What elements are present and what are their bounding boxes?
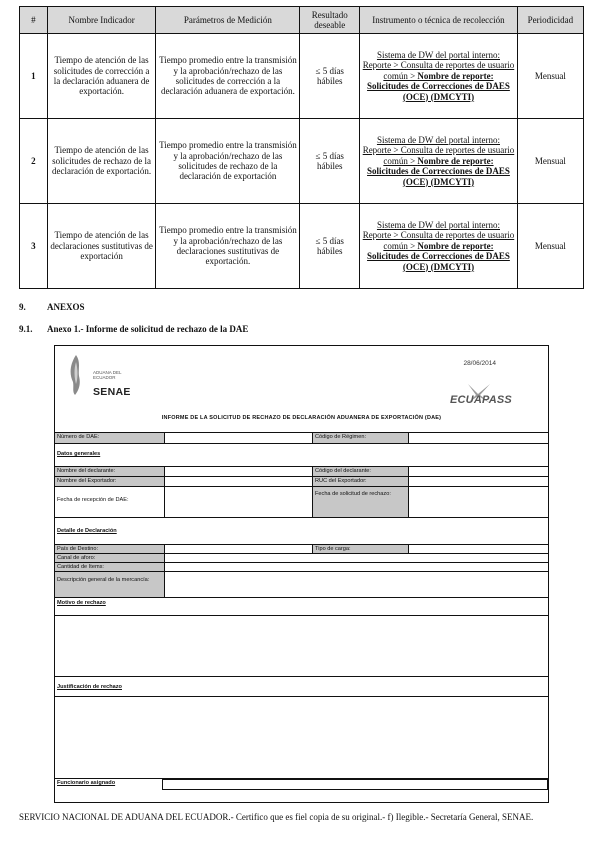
collection-instrument — [360, 119, 518, 204]
section-title: Anexo 1.- Informe de solicitud de rechazo de la DAE — [47, 324, 249, 334]
form-row-canal — [55, 553, 548, 562]
fecha-recepcion-field[interactable] — [164, 487, 312, 517]
motivo-rechazo-header — [55, 597, 548, 615]
section-datos-generales — [55, 443, 548, 466]
field-label: Cantidad de Items: — [55, 563, 164, 571]
rejection-report-form — [54, 345, 549, 803]
indicator-name: Tiempo de atención de las solicitudes de corrección a la declaración aduanera de exportación. — [47, 34, 156, 119]
field-label: Nombre del declarante: — [55, 467, 164, 476]
ecuapass-logo — [448, 382, 528, 408]
indicator-name: Tiempo de atención de las solicitudes de rechazo de la declaración de exportación. — [47, 119, 156, 204]
field-label: Nombre del Exportador: — [55, 477, 164, 486]
form-row-exportador — [55, 476, 548, 486]
logo-wordmark: SENAE — [93, 386, 131, 398]
desired-result: ≤ 5 días hábiles — [300, 119, 360, 204]
section-number: 9. — [19, 302, 26, 312]
column-header: Instrumento o técnica de recolección — [360, 7, 518, 34]
flame-icon — [67, 354, 85, 396]
section-number: 9.1. — [19, 324, 33, 334]
form-row-dae — [55, 432, 548, 443]
logo-caption: ADUANA DEL ECUADOR — [93, 370, 122, 380]
senae-logo — [63, 352, 143, 410]
row-number: 1 — [20, 34, 48, 119]
form-section-label: Detalle de Declaración — [57, 528, 117, 534]
codigo-declarante-field[interactable] — [408, 467, 548, 476]
numero-dae-field[interactable] — [164, 433, 312, 443]
row-number: 3 — [20, 204, 48, 289]
nombre-declarante-field[interactable] — [164, 467, 312, 476]
table-row — [20, 34, 584, 119]
ecuapass-wordmark: ECUAPASS — [450, 394, 512, 406]
column-header: # — [20, 7, 48, 34]
ruc-exportador-field[interactable] — [408, 477, 548, 486]
instrument-report: Nombre de reporte: Solicitudes de Correcciones de DAES (OCE) (DMCYTI) — [367, 240, 510, 272]
form-date: 28/06/2014 — [463, 360, 496, 367]
field-label: RUC del Exportador: — [312, 477, 408, 486]
measurement-parameter: Tiempo promedio entre la transmisión y la aprobación/rechazo de las solicitudes de rechazo de la declaración de exportación — [156, 119, 300, 204]
row-number: 2 — [20, 119, 48, 204]
field-label: Código de Régimen: — [312, 433, 408, 443]
periodicity: Mensual — [517, 34, 583, 119]
column-header: Resultado deseable — [300, 7, 360, 34]
column-header: Periodicidad — [517, 7, 583, 34]
form-row-declarante — [55, 466, 548, 476]
table-row — [20, 204, 584, 289]
collection-instrument — [360, 34, 518, 119]
collection-instrument — [360, 204, 518, 289]
field-label: Número de DAE: — [55, 433, 164, 443]
form-section-label: Justificación de rechazo — [57, 684, 122, 690]
column-header: Nombre Indicador — [47, 7, 156, 34]
periodicity: Mensual — [517, 204, 583, 289]
justificacion-rechazo-field[interactable] — [55, 696, 548, 778]
field-label: País de Destino: — [55, 545, 164, 553]
instrument-report: Nombre de reporte: Solicitudes de Correcciones de DAES (OCE) (DMCYTI) — [367, 155, 510, 187]
column-header: Parámetros de Medición — [156, 7, 300, 34]
table-header-row — [20, 7, 584, 34]
measurement-parameter: Tiempo promedio entre la transmisión y la aprobación/rechazo de las solicitudes de corrección a la declaración aduanera de exportación. — [156, 34, 300, 119]
field-label: Fecha de solicitud de rechazo: — [312, 487, 408, 517]
descripcion-mercancia-field[interactable] — [164, 572, 548, 597]
tipo-carga-field[interactable] — [408, 545, 548, 553]
field-label: Fecha de recepción de DAE: — [57, 497, 129, 503]
justificacion-rechazo-header — [55, 676, 548, 696]
form-row-items — [55, 562, 548, 571]
funcionario-asignado-field[interactable] — [162, 779, 548, 790]
indicator-name: Tiempo de atención de las declaraciones sustitutivas de exportación — [47, 204, 156, 289]
instrument-source: Sistema de DW del portal interno: Reporte > Consulta de reportes de usuario común > — [362, 49, 515, 81]
desired-result: ≤ 5 días hábiles — [300, 204, 360, 289]
form-section-label: Datos generales — [57, 451, 101, 457]
nombre-exportador-field[interactable] — [164, 477, 312, 486]
section-detalle-declaracion — [55, 517, 548, 544]
section-title: ANEXOS — [47, 302, 85, 312]
canal-aforo-field[interactable] — [164, 554, 548, 562]
field-label: Tipo de carga: — [312, 545, 408, 553]
desired-result: ≤ 5 días hábiles — [300, 34, 360, 119]
instrument-source: Sistema de DW del portal interno: Reporte > Consulta de reportes de usuario común > — [362, 219, 515, 251]
fecha-solicitud-field[interactable] — [408, 487, 548, 517]
certification-footer: SERVICIO NACIONAL DE ADUANA DEL ECUADOR.- Certifico que es fiel copia de su original.- f) Ilegible.- Secretaría General, SENAE. — [19, 812, 534, 822]
form-row-descripcion — [55, 571, 548, 597]
codigo-regimen-field[interactable] — [408, 433, 548, 443]
indicator-table — [19, 6, 584, 289]
form-row-fechas — [55, 486, 548, 517]
form-row-funcionario — [55, 778, 548, 790]
table-row — [20, 119, 584, 204]
form-row-pais — [55, 544, 548, 553]
section-heading-anexo-1 — [19, 324, 248, 334]
field-label: Descripción general de la mercancía: — [55, 572, 164, 597]
field-label: Canal de aforo: — [55, 554, 164, 562]
form-section-label: Motivo de rechazo — [57, 600, 106, 606]
section-heading-anexos — [19, 302, 85, 312]
field-label: Código del declarante: — [312, 467, 408, 476]
periodicity: Mensual — [517, 119, 583, 204]
form-title: INFORME DE LA SOLICITUD DE RECHAZO DE DECLARACIÓN ADUANERA DE EXPORTACIÓN (DAE) — [161, 415, 442, 421]
instrument-source: Sistema de DW del portal interno: Reporte > Consulta de reportes de usuario común > — [362, 134, 515, 166]
measurement-parameter: Tiempo promedio entre la transmisión y la aprobación/rechazo de las declaraciones sustitutivas de exportación. — [156, 204, 300, 289]
field-label: Funcionario asignado — [57, 780, 116, 786]
pais-destino-field[interactable] — [164, 545, 312, 553]
cantidad-items-field[interactable] — [164, 563, 548, 571]
motivo-rechazo-field[interactable] — [55, 615, 548, 676]
instrument-report: Nombre de reporte: Solicitudes de Correcciones de DAES (OCE) (DMCYTI) — [367, 70, 510, 102]
